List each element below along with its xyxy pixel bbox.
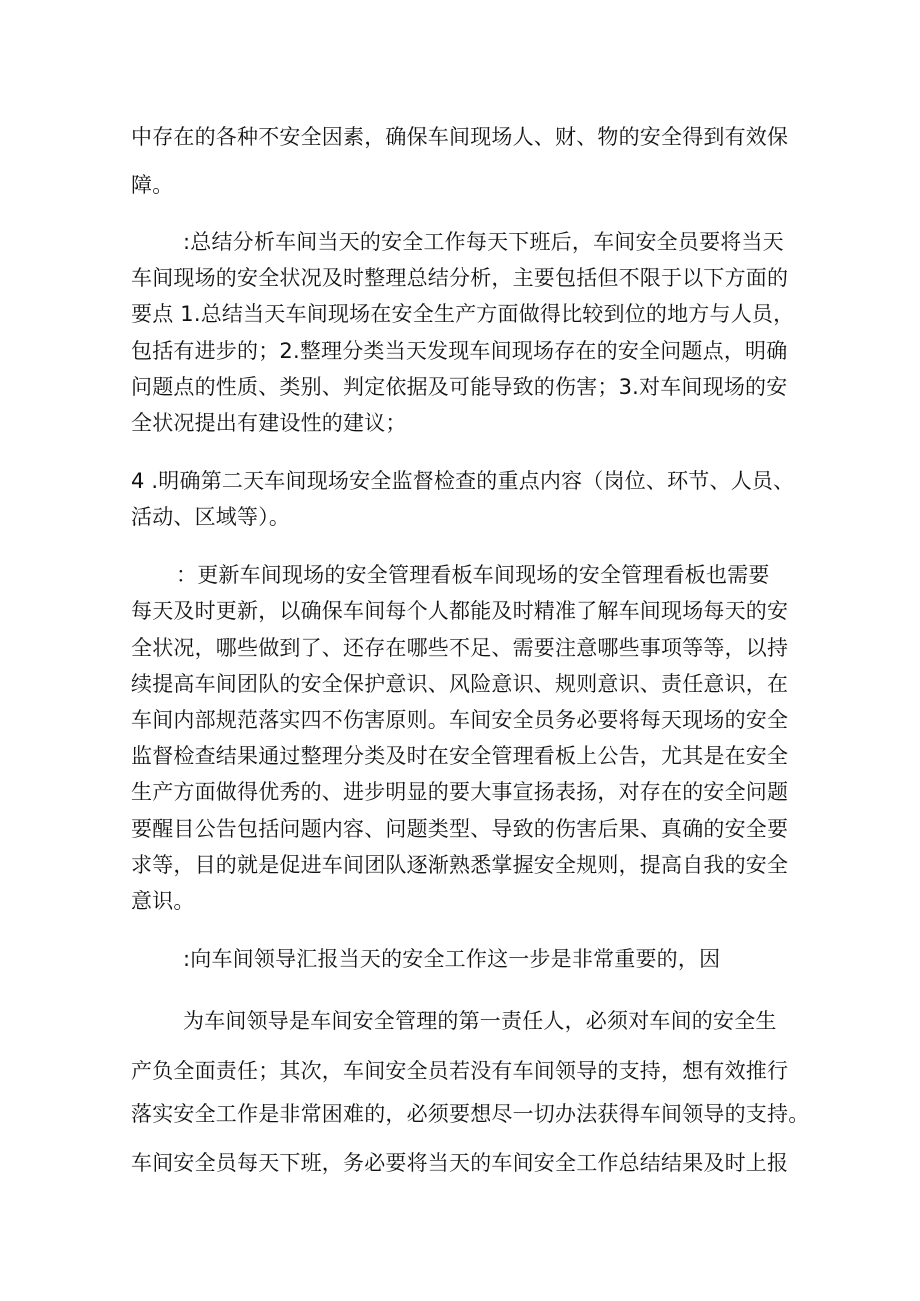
paragraph-6-line-4: 车间安全员每天下班，务必要将当天的车间安全工作总结结果及时上报	[131, 1151, 789, 1175]
paragraph-2-line-3: 要点 1.总结当天车间现场在安全生产方面做得比较到位的地方与人员，	[131, 302, 795, 326]
paragraph-4-line-5: 车间内部规范落实四不伤害原则。车间安全员务必要将每天现场的安全	[131, 708, 789, 732]
paragraph-6-line-3: 落实安全工作是非常困难的，必须要想尽一切办法获得车间领导的支持。	[131, 1102, 810, 1126]
paragraph-1-line-1: 中存在的各种不安全因素，确保车间现场人、财、物的安全得到有效保	[131, 125, 789, 149]
paragraph-4-line-1: ：更新车间现场的安全管理看板车间现场的安全管理看板也需要	[176, 563, 770, 587]
paragraph-4-line-6: 监督检查结果通过整理分类及时在安全管理看板上公告，尤其是在安全	[131, 744, 789, 768]
paragraph-3-line-2: 活动、区域等）。	[131, 505, 291, 529]
paragraph-4-line-2: 每天及时更新，以确保车间每个人都能及时精准了解车间现场每天的安	[131, 599, 789, 623]
paragraph-5-line-1: :向车间领导汇报当天的安全工作这一步是非常重要的，因	[183, 947, 721, 971]
paragraph-4-line-8: 要醒目公告包括问题内容、问题类型、导致的伤害后果、真确的安全要	[131, 817, 789, 841]
paragraph-2-line-4: 包括有进步的；2.整理分类当天发现车间现场存在的安全问题点，明确	[131, 339, 788, 363]
paragraph-4-line-3: 全状况，哪些做到了、还存在哪些不足、需要注意哪些事项等等，以持	[131, 636, 789, 660]
paragraph-3-line-1: 4 .明确第二天车间现场安全监督检查的重点内容（岗位、环节、人员、	[131, 469, 795, 493]
paragraph-4-line-7: 生产方面做得优秀的、进步明显的要大事宣扬表扬，对存在的安全问题	[131, 780, 789, 804]
paragraph-4-line-10: 意识。	[131, 889, 195, 913]
paragraph-2-line-1: :总结分析车间当天的安全工作每天下班后，车间安全员要将当天	[183, 230, 784, 254]
paragraph-4-line-4: 续提高车间团队的安全保护意识、风险意识、规则意识、责任意识，在	[131, 672, 789, 696]
paragraph-2-line-5: 问题点的性质、类别、判定依据及可能导致的伤害；3.对车间现场的安	[131, 375, 788, 399]
paragraph-2-line-6: 全状况提出有建设性的建议；	[131, 411, 407, 435]
paragraph-2-line-2: 车间现场的安全状况及时整理总结分析，主要包括但不限于以下方面的	[131, 266, 789, 290]
paragraph-6-line-2: 产负全面责任；其次，车间安全员若没有车间领导的支持，想有效推行	[131, 1059, 789, 1083]
paragraph-4-line-9: 求等，目的就是促进车间团队逐渐熟悉掌握安全规则，提高自我的安全	[131, 853, 789, 877]
paragraph-1-line-2: 障。	[131, 173, 174, 197]
paragraph-6-line-1: 为车间领导是车间安全管理的第一责任人，必须对车间的安全生	[183, 1009, 777, 1033]
